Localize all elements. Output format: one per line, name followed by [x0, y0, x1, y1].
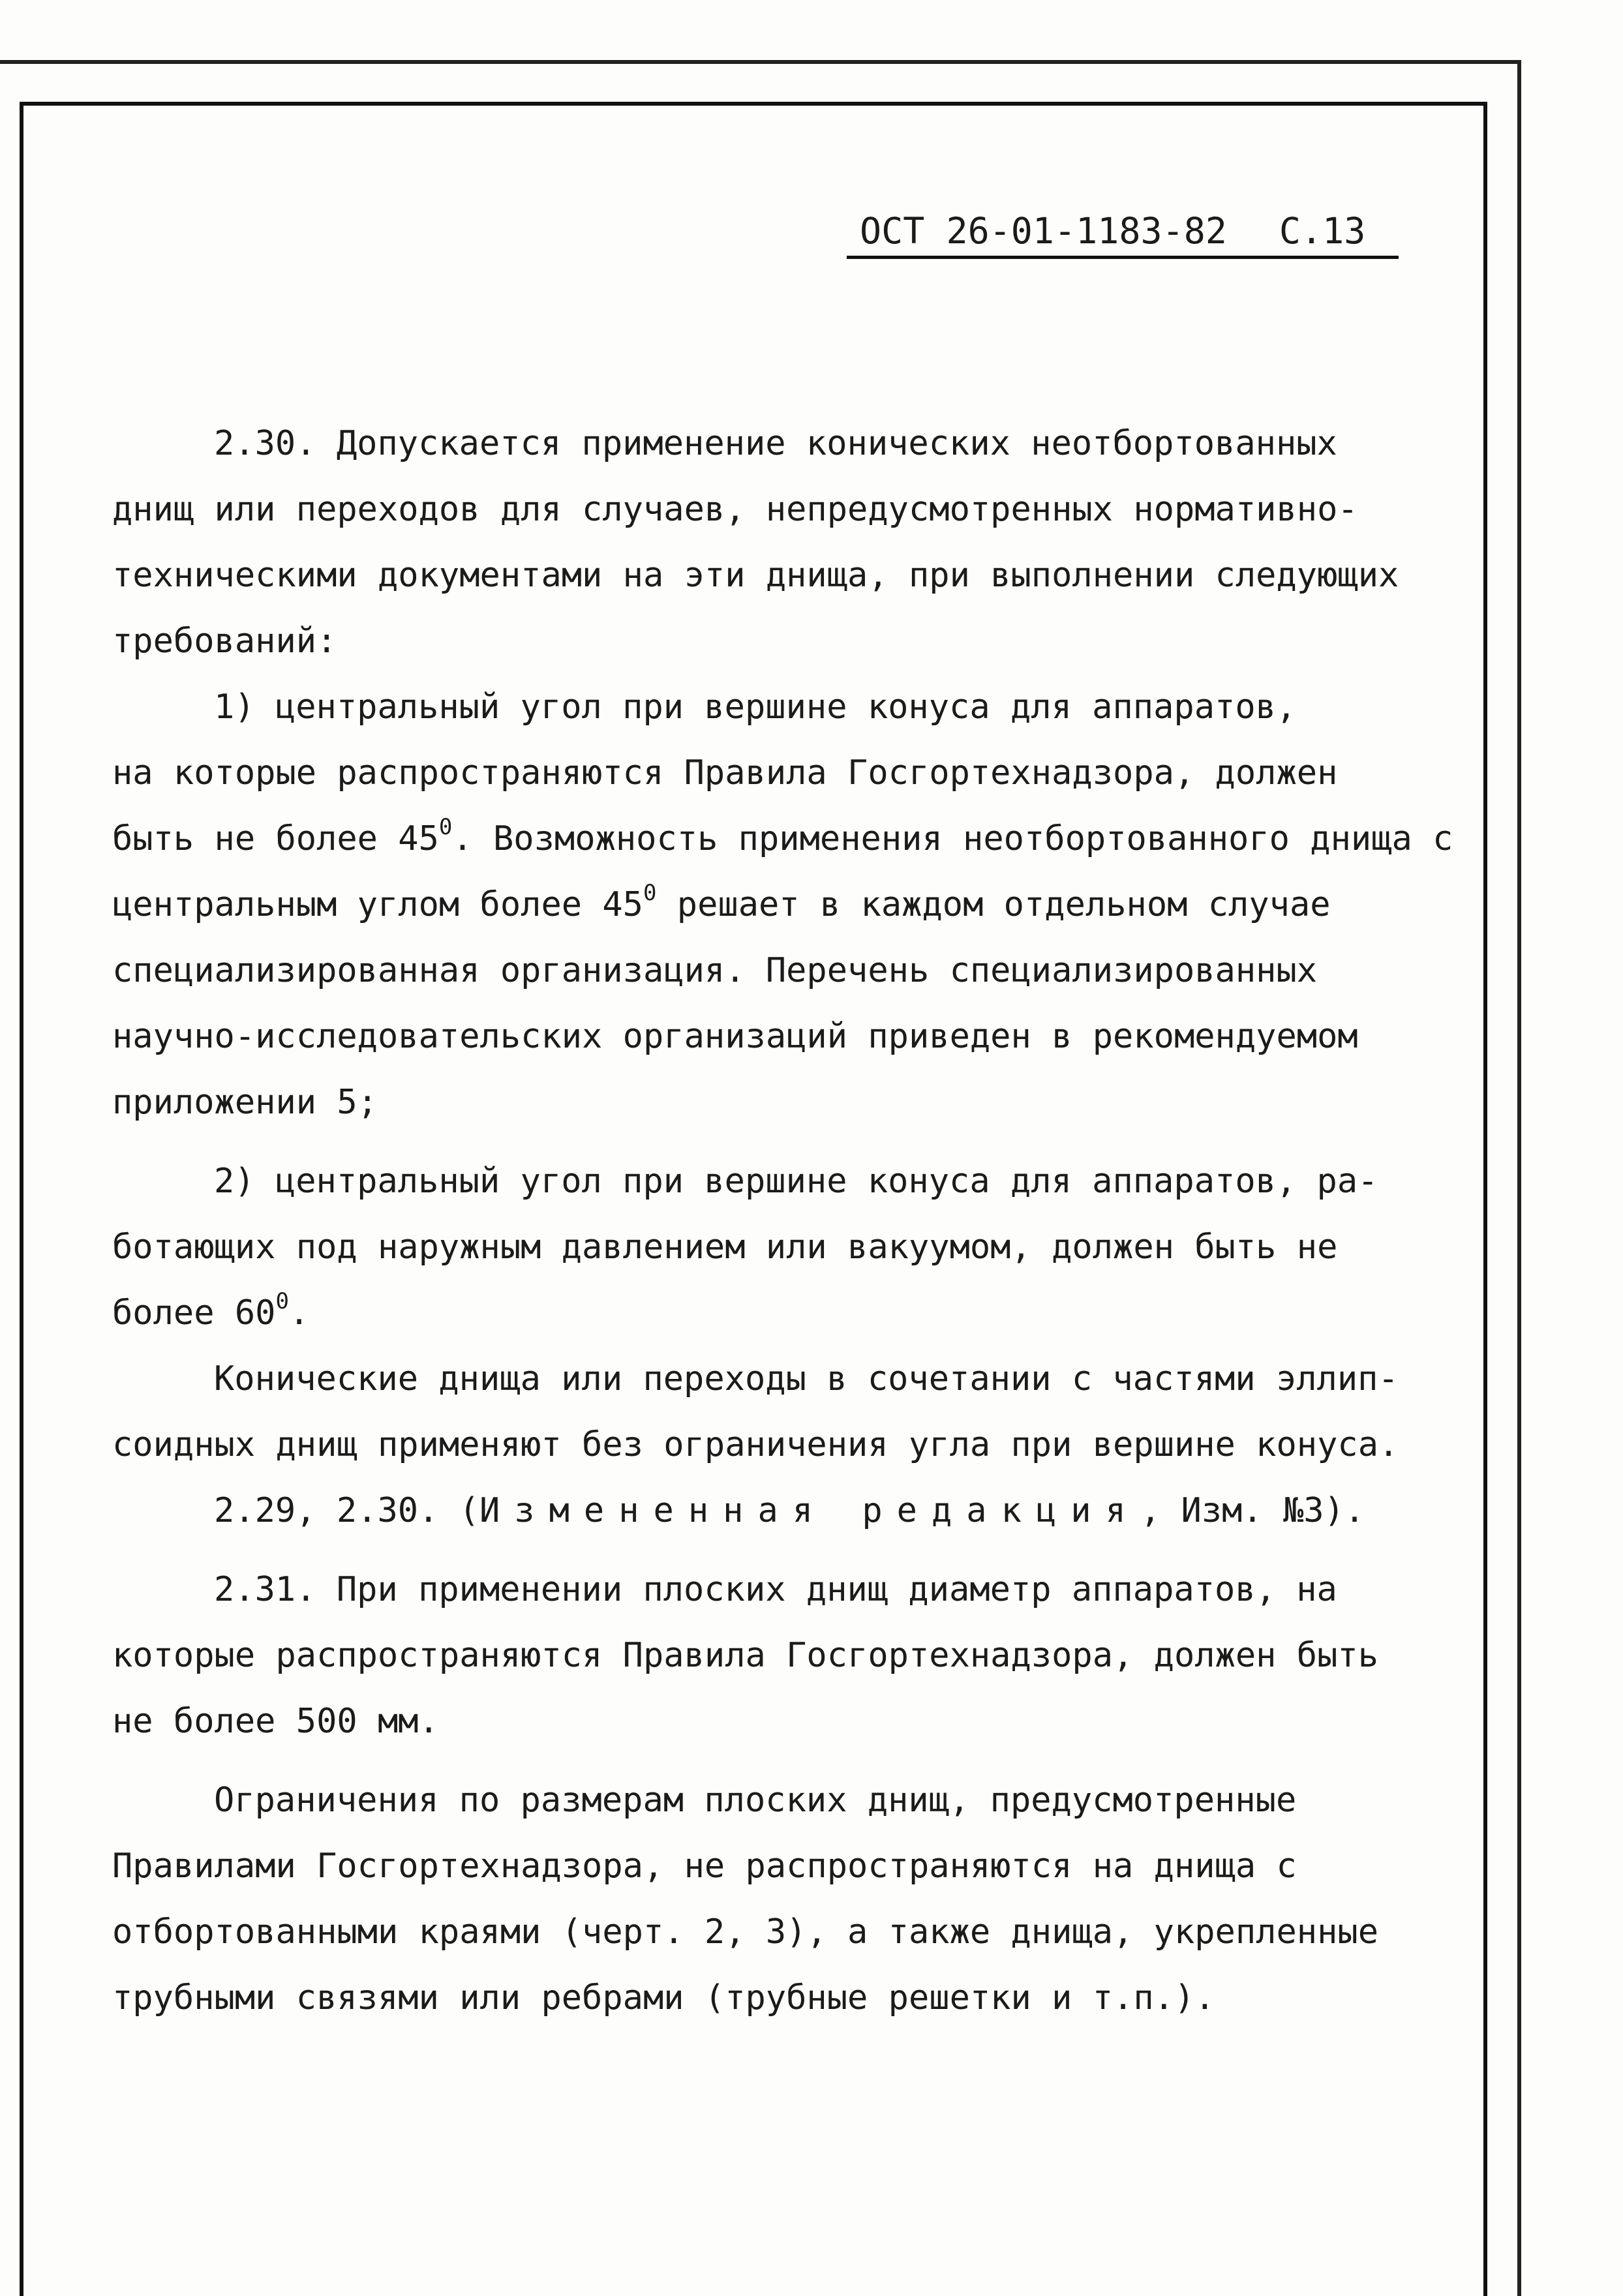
text-line: на которые распространяются Правила Госгортехнадзора, должен — [112, 753, 1338, 793]
text-fragment: быть не более 45 — [112, 819, 439, 858]
page-number: С.13 — [1279, 210, 1366, 252]
text-line: трубными связями или ребрами (трубные решетки и т.п.). — [112, 1978, 1215, 2017]
text-line: 2) центральный угол при вершине конуса для аппаратов, ра- — [214, 1162, 1378, 1201]
text-line: ботающих под наружным давлением или вакуумом, должен быть не — [112, 1228, 1338, 1267]
degree-sign: 0 — [438, 814, 453, 840]
doc-code: ОСТ 26-01-1183-82 — [860, 210, 1227, 252]
text-fragment: решает в каждом отдельном случае — [656, 885, 1331, 924]
text-line: Конические днища или переходы в сочетании с частями эллип- — [214, 1359, 1399, 1398]
text-line: Ограничения по размерам плоских днищ, предусмотренные — [214, 1781, 1297, 1820]
body-text — [112, 411, 1482, 2031]
text-fragment: более 60 — [112, 1293, 276, 1333]
text-line: Правилами Госгортехнадзора, не распространяются на днища с — [112, 1847, 1297, 1886]
text-fragment: . — [288, 1293, 310, 1333]
text-line: требований: — [112, 622, 337, 661]
amendment-note — [112, 1478, 1482, 1544]
amendment-label: Измененная редакция — [479, 1491, 1140, 1530]
text-line: днищ или переходов для случаев, непредусмотренных нормативно- — [112, 490, 1358, 529]
text-line: специализированная организация. Перечень специализированных — [112, 951, 1318, 990]
frame-outer-top — [0, 60, 1520, 64]
degree-sign: 0 — [275, 1288, 289, 1314]
text-line: не более 500 мм. — [112, 1702, 439, 1741]
text-line: научно-исследовательских организаций приведен в рекомендуемом — [112, 1017, 1358, 1056]
page-header — [860, 210, 1395, 252]
header-underline — [847, 256, 1399, 259]
text-line: соидных днищ применяют без ограничения угла при вершине конуса. — [112, 1425, 1399, 1464]
text-line: техническими документами на эти днища, при выполнении следующих — [112, 556, 1399, 595]
degree-sign: 0 — [643, 880, 657, 906]
frame-inner-left — [20, 102, 23, 2296]
frame-inner-top — [20, 102, 1487, 106]
text-line — [112, 806, 1482, 872]
text-line: 2.30. Допускается применение конических неотбортованных — [214, 424, 1337, 463]
text-fragment: 2.29, 2.30. ( — [214, 1491, 479, 1530]
text-fragment: центральным углом более 45 — [112, 885, 643, 924]
text-fragment: . Возможность применения неотбортованного днища с — [452, 819, 1453, 858]
text-line: 1) центральный угол при вершине конуса для аппаратов, — [214, 687, 1297, 727]
text-line — [112, 1280, 1482, 1346]
text-line: которые распространяются Правила Госгортехнадзора, должен быть — [112, 1636, 1379, 1675]
text-line: отбортованными краями (черт. 2, 3), а также днища, укрепленные — [112, 1912, 1379, 1952]
text-line: 2.31. При применении плоских днищ диаметр аппаратов, на — [214, 1570, 1337, 1609]
text-fragment: , Изм. №3). — [1140, 1491, 1365, 1530]
text-line — [112, 872, 1482, 938]
frame-inner-right — [1483, 102, 1487, 2296]
frame-outer-right — [1517, 60, 1521, 2296]
text-line: приложении 5; — [112, 1083, 378, 1122]
